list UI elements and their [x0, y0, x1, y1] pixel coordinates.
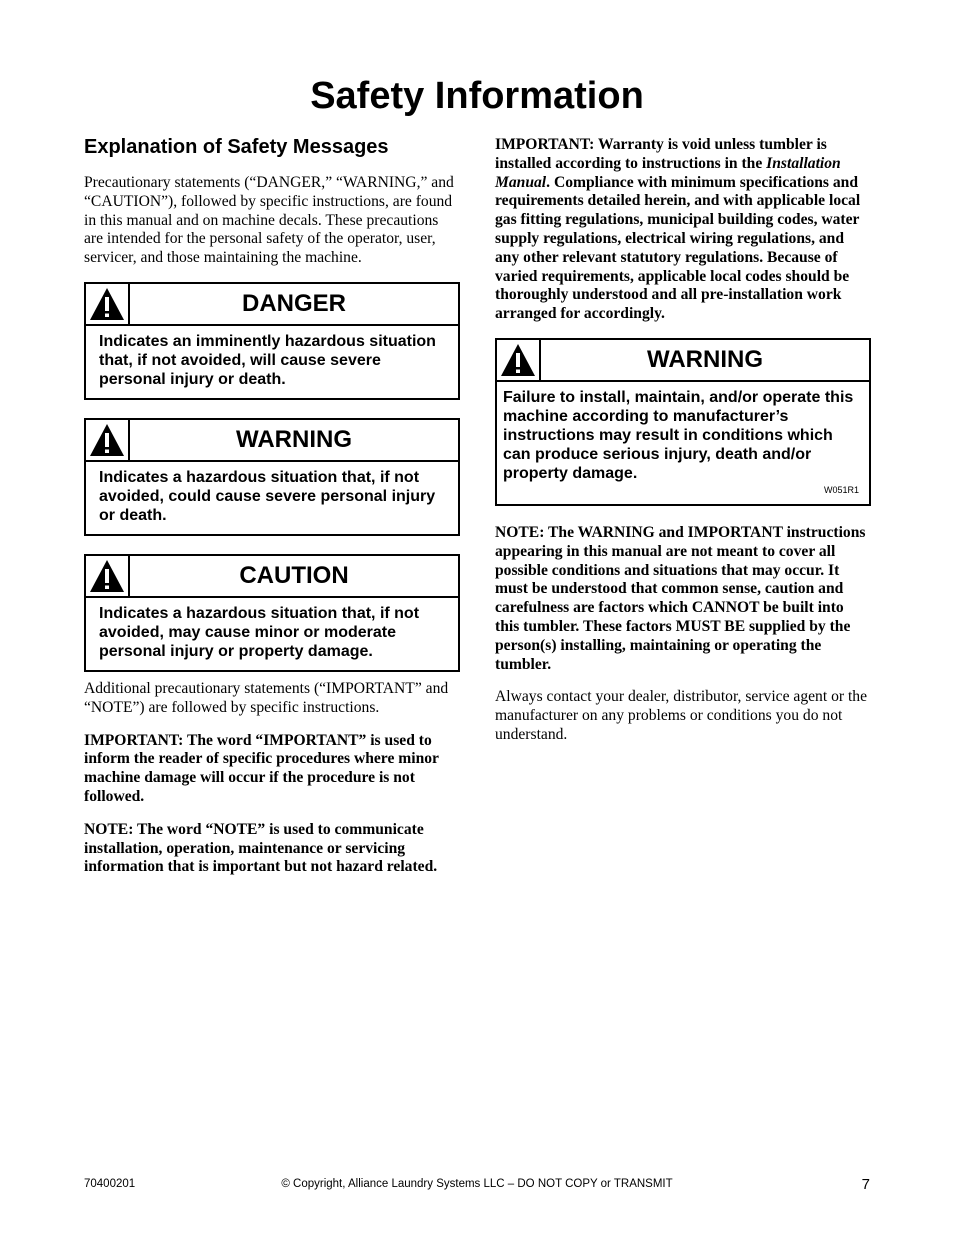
danger-box — [84, 282, 460, 400]
intro-paragraph: Precautionary statements (“DANGER,” “WARNING,” and “CAUTION”), followed by specific instructions, are found in this manual and on machine decals. These precautions are intended for the personal safety of the operator, user, servicer, and those maintaining the machine. — [84, 174, 454, 267]
caution-text: Indicates a hazardous situation that, if not avoided, may cause minor or moderate personal injury or property damage. — [99, 604, 420, 660]
contact-paragraph: Always contact your dealer, distributor, service agent or the manufacturer on any problems or conditions you do not understand. — [495, 688, 868, 743]
section-heading: Explanation of Safety Messages — [84, 136, 389, 158]
warning-box — [84, 418, 460, 536]
document-number: 70400201 — [84, 1178, 136, 1190]
warning-text: Indicates a hazardous situation that, if not avoided, could cause severe personal injury or death. — [99, 468, 436, 524]
caution-title: CAUTION — [239, 561, 349, 589]
danger-text: Indicates an imminently hazardous situation that, if not avoided, will cause severe personal injury or death. — [99, 332, 436, 388]
warning-triangle-icon — [86, 556, 130, 596]
note-paragraph: NOTE: The word “NOTE” is used to communicate installation, operation, maintenance or servicing information that is important but not hazard related. — [84, 820, 438, 876]
installation-manual-title: Installation Manual — [495, 154, 841, 191]
warning-box-install — [495, 338, 871, 506]
copyright-notice: © Copyright, Alliance Laundry Systems LLC – DO NOT COPY or TRANSMIT — [281, 1178, 673, 1190]
note-paragraph: NOTE: The WARNING and IMPORTANT instructions appearing in this manual are not meant to cover all possible conditions and situations that may occur. It must be understood that common sense, caution and carefulness are factors which CANNOT be built into this tumbler. These factors MUST BE supplied by the person(s) installing, maintaining or operating the tumbler. — [495, 523, 866, 673]
warranty-paragraph: IMPORTANT: Warranty is void unless tumbler is installed according to instructions in the Installation Manual. Compliance with minimum specifications and requirements detailed herein, and with applicable local gas fitting regulations, municipal building codes, water supply regulations, electrical wiring regulations, and any other relevant statutory regulations. Because of varied requirements, applicable local codes should be thoroughly understood and all pre-installation work arranged for accordingly. — [495, 136, 861, 323]
danger-title: DANGER — [241, 289, 346, 317]
page-footer — [84, 1176, 870, 1196]
warning-triangle-icon — [86, 420, 130, 460]
warning-triangle-icon — [86, 284, 130, 324]
warning-triangle-icon — [497, 340, 541, 380]
page-title: Safety Information — [310, 75, 644, 117]
left-column — [84, 134, 460, 891]
page-number: 7 — [861, 1176, 870, 1193]
additional-paragraph: Additional precautionary statements (“IMPORTANT” and “NOTE”) are followed by specific instructions. — [84, 679, 449, 716]
warning-title: WARNING — [236, 425, 352, 453]
decal-code: W051R1 — [823, 484, 859, 495]
caution-box — [84, 554, 460, 672]
right-column — [495, 136, 871, 759]
important-paragraph: IMPORTANT: The word “IMPORTANT” is used to inform the reader of specific procedures where minor machine damage will occur if the procedure is not followed. — [84, 731, 439, 805]
warning-title: WARNING — [647, 345, 763, 373]
warning-text: Failure to install, maintain, and/or operate this machine according to manufacturer’s instructions may result in conditions which can produce serious injury, death and/or property damage. — [503, 388, 854, 482]
